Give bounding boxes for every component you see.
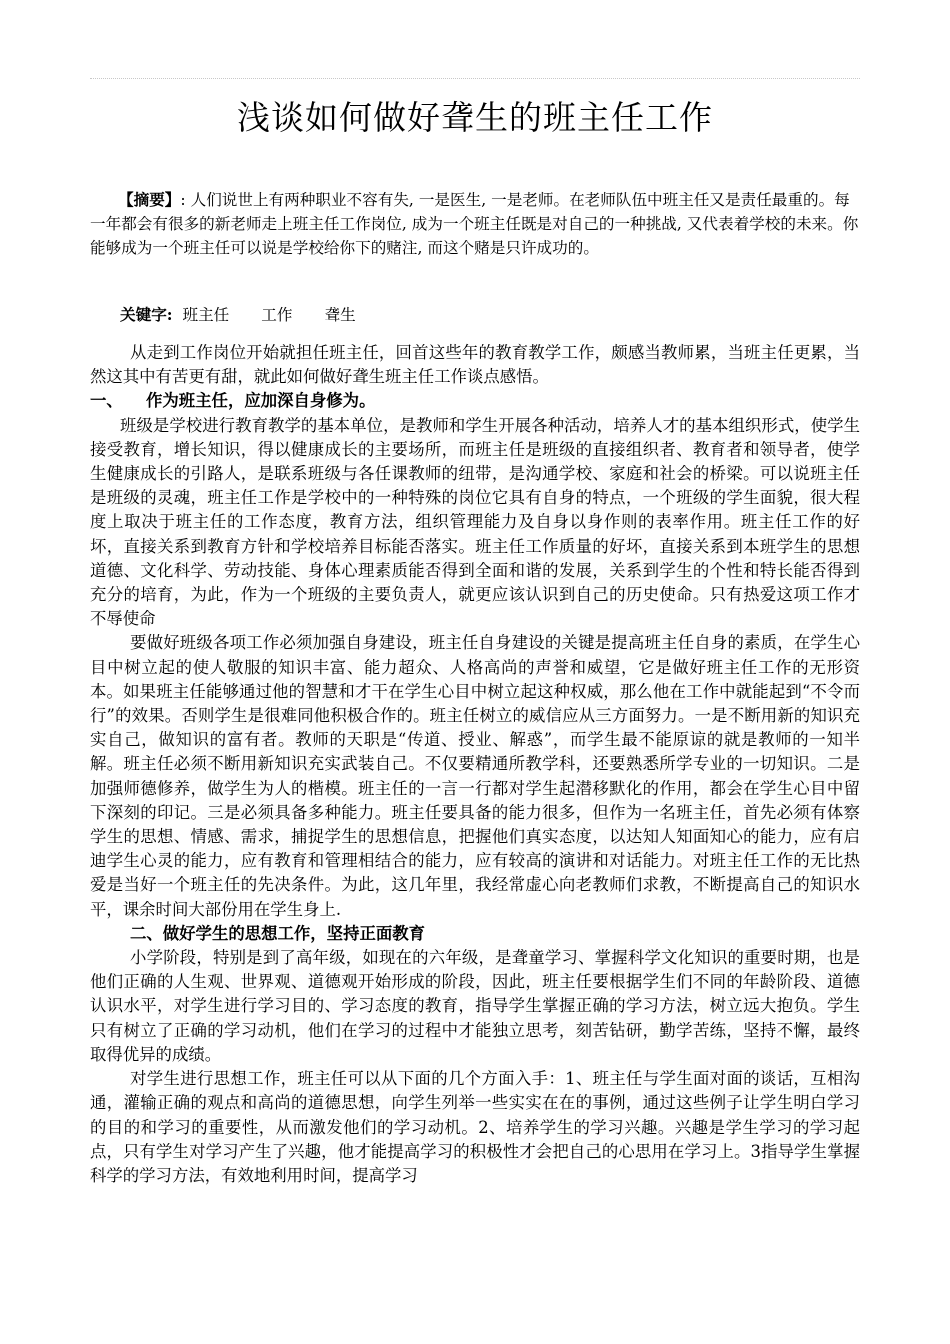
body-paragraph: 小学阶段，特别是到了高年级，如现在的六年级，是聋童学习、掌握科学文化知识的重要时期，也是他们正确的人生观、世界观、道德观开始形成的阶段，因此，班主任要根据学生们不同的年龄阶段、道德认识水平，对学生进行学习目的、学习态度的教育，指导学生掌握正确的学习方法，树立远大抱负。学生只有树立了正确的学习动机，他们在学习的过程中才能独立思考，刻苦钻研，勤学苦练，坚持不懈，最终取得优异的成绩。 [90,948,860,1064]
section-title: 作为班主任，应加深自身修为。 [146,391,376,411]
keyword-term: 班主任 [182,306,230,324]
keywords-label: 关键字: [120,305,173,324]
body-paragraph: 班级是学校进行教育教学的基本单位，是教师和学生开展各种活动，培养人才的基本组织形式，使学生接受教育，增长知识，得以健康成长的主要场所，而班主任是班级的直接组织者、教育者和领导者，使学生健康成长的引路人，是联系班级与各任课教师的纽带，是沟通学校、家庭和社会的桥梁。可以说班主任是班级的灵魂，班主任工作是学校中的一种特殊的岗位它具有自身的特点，一个班级的学生面貌，很大程度上取决于班主任的工作态度，教育方法，组织管理能力及自身以身作则的表率作用。班主任工作的好坏，直接关系到教育方针和学校培养目标能否落实。班主任工作质量的好坏，直接关系到本班学生的思想道德、文化科学、劳动技能、身体心理素质能否得到全面和谐的发展，关系到学生的个性和特长能否得到充分的培育，为此，作为一个班级的主要负责人，就更应该认识到自己的历史使命。只有热爱这项工作才不辱使命 [90,415,860,629]
intro-paragraph: 从走到工作岗位开始就担任班主任，回首这些年的教育教学工作，颇感当教师累，当班主任更累，当然这其中有苦更有甜，就此如何做好聋生班主任工作谈点感悟。 [90,343,860,387]
abstract-label: 【摘要】 [118,190,181,209]
document-body [90,341,860,1188]
section-heading-2: 二、做好学生的思想工作，坚持正面教育 [130,923,426,943]
abstract-paragraph [90,188,860,260]
keywords-line [120,303,860,327]
abstract-text: : 人们说世上有两种职业不容有失, 一是医生, 一是老师。在老师队伍中班主任又是责任最重的。每一年都会有很多的新老师走上班主任工作岗位, 成为一个班主任既是对自己的一种挑战, 又代表着学校的未来。你能够成为一个班主任可以说是学校给你下的赌注, 而这个赌是只许成功的。 [90,191,859,257]
header-divider [90,78,860,79]
keyword-term: 工作 [261,306,293,324]
section-heading-1 [90,389,860,413]
body-paragraph: 要做好班级各项工作必须加强自身建设，班主任自身建设的关键是提高班主任自身的素质，在学生心目中树立起的使人敬服的知识丰富、能力超众、人格高尚的声誉和威望，它是做好班主任工作的无形资本。如果班主任能够通过他的智慧和才干在学生心目中树立起这种权威，那么他在工作中就能起到“不令而行”的效果。否则学生是很难同他积极合作的。班主任树立的威信应从三方面努力。一是不断用新的知识充实自己，做知识的富有者。教师的天职是“传道、授业、解惑”，而学生最不能原谅的就是教师的一知半解。班主任必须不断用新知识充实武装自己。不仅要精通所教学科，还要熟悉所学专业的一切知识。二是加强师德修养，做学生为人的楷模。班主任的一言一行都对学生起潜移默化的作用，都会在学生心目中留下深刻的印记。三是必须具备多种能力。班主任要具备的能力很多，但作为一名班主任，首先必须有体察学生的思想、情感、需求，捕捉学生的思想信息，把握他们真实态度，以达知人知面知心的能力，应有启迪学生心灵的能力，应有教育和管理相结合的能力，应有较高的演讲和对话能力。对班主任工作的无比热爱是当好一个班主任的先决条件。为此，这几年里，我经常虚心向老教师们求教，不断提高自己的知识水平，课余时间大部份用在学生身上. [90,633,860,919]
body-paragraph: 对学生进行思想工作，班主任可以从下面的几个方面入手：1、班主任与学生面对面的谈话，互相沟通，灌输正确的观点和高尚的道德思想，向学生列举一些实实在在的事例，通过这些例子让学生明白学习的目的和学习的重要性，从而激发他们的学习动机。2、培养学生的学习兴趣。兴趣是学生学习的学习起点，只有学生对学习产生了兴趣，他才能提高学习的积极性才会把自己的心思用在学习上。3指导学生掌握科学的学习方法，有效地利用时间，提高学习 [90,1069,860,1185]
section-number: 一、 [90,391,123,411]
keyword-term: 聋生 [324,306,356,324]
document-title: 浅谈如何做好聋生的班主任工作 [237,98,713,137]
